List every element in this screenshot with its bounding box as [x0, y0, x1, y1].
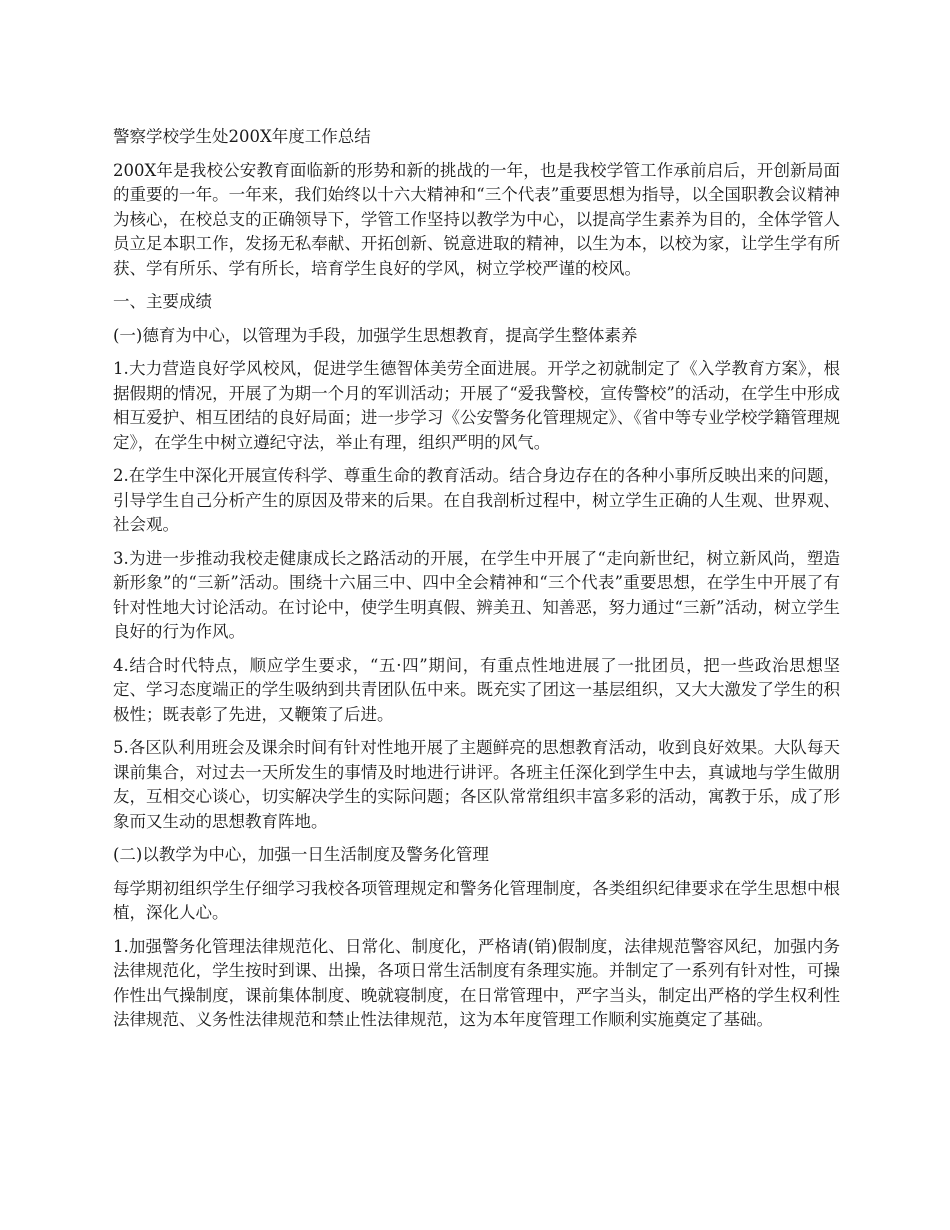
subsection-heading-teaching: (二)以教学为中心，加强一日生活制度及警务化管理 [113, 845, 489, 864]
paragraph-intro: 200X年是我校公安教育面临新的形势和新的挑战的一年，也是我校学管工作承前启后，开创新局面的重要的一年。一年来，我们始终以十六大精神和“三个代表”重要思想为指导，以全国职教会议精神为核心，在校总支的正确领导下，学管工作坚持以教学为中心，以提高学生素养为目的，全体学管人员立足本职工作，发扬无私奉献、开拓创新、锐意进取的精神，以生为本，以校为家，让学生学有所获、学有所乐、学有所长，培育学生良好的学风，树立学校严谨的校风。 [113, 160, 840, 278]
section-heading-main-achievements: 一、主要成绩 [113, 292, 212, 311]
paragraph-regulations: 每学期初组织学生仔细学习我校各项管理规定和警务化管理制度，各类组织纪律要求在学生思想中根植，深化人心。 [113, 878, 840, 922]
subsection-heading-moral-education: (一)德育为中心，以管理为手段，加强学生思想教育，提高学生整体素养 [113, 325, 638, 345]
paragraph-item-5: 5.各区队利用班会及课余时间有针对性地开展了主题鲜亮的思想教育活动，收到良好效果。大队每天课前集合，对过去一天所发生的事情及时地进行讲评。各班主任深化到学生中去，真诚地与学生做朋友，互相交心谈心，切实解决学生的实际问题；各区队常常组织丰富多彩的活动，寓教于乐，成了形象而又生动的思想教育阵地。 [113, 738, 840, 831]
document-title: 警察学校学生处200X年度工作总结 [113, 127, 371, 146]
document-page [113, 125, 840, 1042]
paragraph-item-3: 3.为进一步推动我校走健康成长之路活动的开展，在学生中开展了“走向新世纪，树立新风尚，塑造新形象”的“三新”活动。围绕十六届三中、四中全会精神和“三个代表”重要思想，在学生中开展了有针对性地大讨论活动。在讨论中，使学生明真假、辨美丑、知善恶，努力通过“三新”活动，树立学生良好的行为作风。 [113, 548, 840, 641]
paragraph-item-2: 2.在学生中深化开展宣传科学、尊重生命的教育活动。结合身边存在的各种小事所反映出来的问题，引导学生自己分析产生的原因及带来的后果。在自我剖析过程中，树立学生正确的人生观、世界观、社会观。 [113, 466, 840, 534]
paragraph-policing-management: 1.加强警务化管理法律规范化、日常化、制度化，严格请(销)假制度，法律规范警容风纪，加强内务法律规范化，学生按时到课、出操，各项日常生活制度有条理实施。并制定了一系列有针对性，可操作性出气操制度，课前集体制度、晚就寝制度，在日常管理中，严字当头，制定出严格的学生权利性法律规范、义务性法律规范和禁止性法律规范，这为本年度管理工作顺利实施奠定了基础。 [113, 936, 840, 1029]
paragraph-item-4: 4.结合时代特点，顺应学生要求，“五·四”期间，有重点性地进展了一批团员，把一些政治思想坚定、学习态度端正的学生吸纳到共青团队伍中来。既充实了团这一基层组织，又大大激发了学生的积极性；既表彰了先进，又鞭策了后进。 [113, 655, 840, 724]
paragraph-item-1: 1.大力营造良好学风校风，促进学生德智体美劳全面进展。开学之初就制定了《入学教育方案》，根据假期的情况，开展了为期一个月的军训活动；开展了“爱我警校，宣传警校”的活动，在学生中形成相互爱护、相互团结的良好局面；进一步学习《公安警务化管理规定》、《省中等专业学校学籍管理规定》，在学生中树立遵纪守法，举止有理，组织严明的风气。 [113, 359, 840, 452]
